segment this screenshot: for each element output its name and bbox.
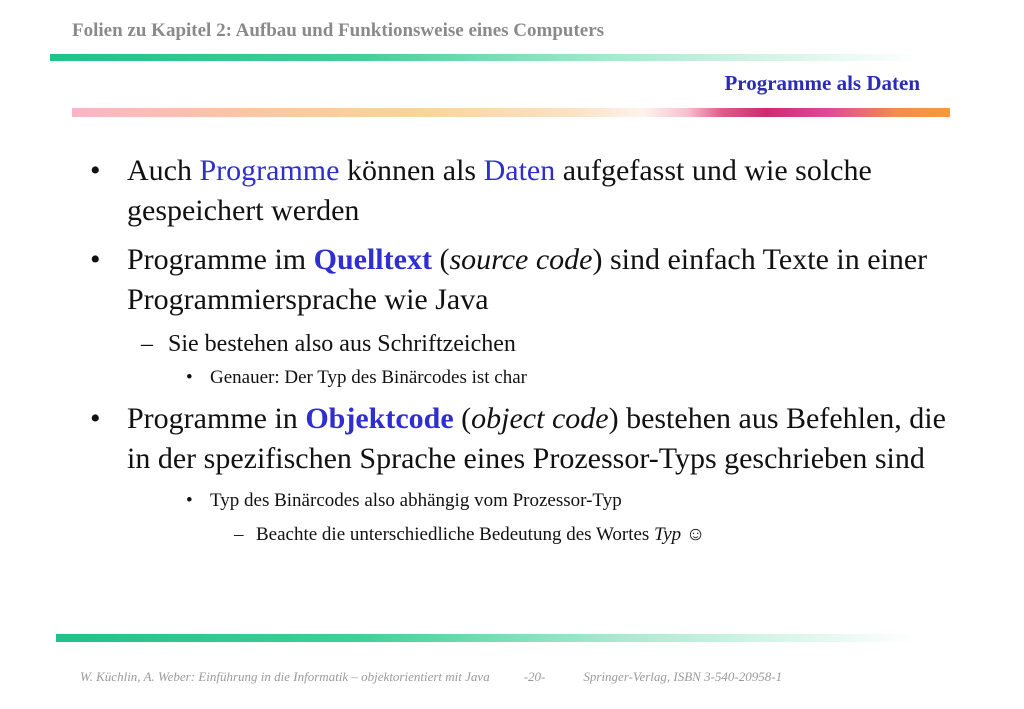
level4-bullet-marker: – xyxy=(234,524,244,545)
level4-bullet-word-type xyxy=(88,522,958,548)
subsub-bullet-text: Genauer: Der Typ des Binärcodes ist char xyxy=(210,367,527,388)
bullet-object-code xyxy=(88,399,958,479)
bullet-text: Programme in xyxy=(127,402,306,435)
footer xyxy=(80,669,782,685)
bullet-text: ) sind einfach Texte in einer Programmiersprache wie Java xyxy=(127,243,928,316)
subsub-bullet-text: Typ des Binärcodes also abhängig vom Prozessor-Typ xyxy=(210,490,622,511)
bullet-text: können als xyxy=(339,154,484,187)
chapter-title: Folien zu Kapitel 2: Aufbau und Funktionsweise eines Computers xyxy=(72,20,605,41)
term-source-code: source code xyxy=(449,243,593,276)
footer-authors: W. Küchlin, A. Weber: Einführung in die Informatik – objektorientiert mit Java xyxy=(80,669,490,684)
slide-title: Programme als Daten xyxy=(724,71,920,95)
highlight-programme: Programme xyxy=(199,154,340,187)
footer-page-number: -20- xyxy=(523,669,546,684)
footer-publisher: Springer-Verlag, ISBN 3-540-20958-1 xyxy=(583,669,783,684)
bullet-text: Auch xyxy=(127,154,200,187)
term-object-code: object code xyxy=(471,402,609,435)
sub-bullet-text: Sie bestehen also aus Schriftzeichen xyxy=(168,331,516,357)
bullet-marker: • xyxy=(90,402,101,435)
bullet-text: ( xyxy=(431,243,450,276)
subsub-bullet-char-type xyxy=(88,365,958,391)
smiley-icon: ☺ xyxy=(681,524,706,545)
highlight-quelltext: Quelltext xyxy=(313,243,432,276)
slide-content xyxy=(88,151,958,548)
bullet-marker: • xyxy=(90,243,101,276)
highlight-daten: Daten xyxy=(483,154,556,187)
bullet-text: ( xyxy=(453,402,472,435)
subsub-bullet-marker: • xyxy=(186,367,193,388)
bullet-programs-as-data xyxy=(88,151,958,231)
top-divider-bar xyxy=(50,54,920,61)
bullet-source-code xyxy=(88,240,958,320)
bullet-text: aufgefasst und wie solche gespeichert werden xyxy=(127,154,872,227)
title-divider-bar xyxy=(72,108,950,117)
term-typ: Typ xyxy=(654,524,682,545)
bullet-marker: • xyxy=(90,154,101,187)
level4-bullet-text: Beachte die unterschiedliche Bedeutung des Wortes xyxy=(256,524,655,545)
sub-bullet-characters xyxy=(88,329,958,359)
subsub-bullet-processor-type xyxy=(88,488,958,514)
bullet-text: ) bestehen aus Befehlen, die in der spezifischen Sprache eines Prozessor-Typs geschrieben sind xyxy=(127,402,946,475)
subsub-bullet-marker: • xyxy=(186,490,193,511)
bullet-text: Programme im xyxy=(127,243,314,276)
bottom-divider-bar xyxy=(56,634,916,642)
highlight-objektcode: Objektcode xyxy=(305,402,454,435)
sub-bullet-marker: – xyxy=(141,331,153,357)
